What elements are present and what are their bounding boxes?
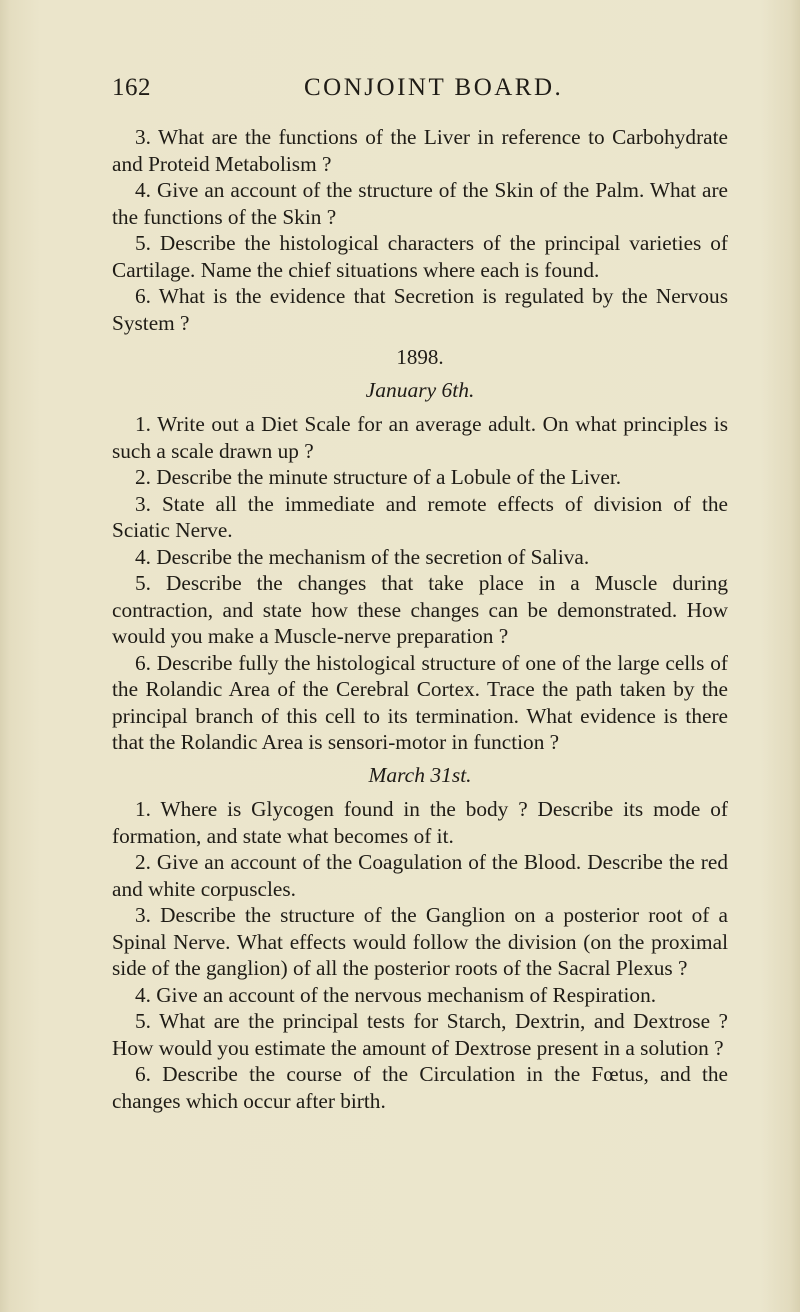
- question-item: 6. Describe fully the histological structure of one of the large cells of the Rolandic Area of the Cerebral Cortex. Trace the path taken by the principal branch of this cell to its termination. What evidence is there that the Rolandic Area is sensori-motor in function ?: [112, 650, 728, 754]
- date-heading: January 6th.: [365, 377, 475, 402]
- page-header: [112, 74, 722, 110]
- question-item: 6. Describe the course of the Circulation in the Fœtus, and the changes which occur after birth.: [112, 1062, 728, 1113]
- page-number: 162: [112, 74, 151, 101]
- question-item: 3. What are the functions of the Liver in reference to Carbohydrate and Proteid Metabolism ?: [112, 125, 728, 176]
- question-item: 5. What are the principal tests for Starch, Dextrin, and Dextrose ? How would you estimate the amount of Dextrose present in a solution ?: [112, 1009, 728, 1060]
- question-item: 3. State all the immediate and remote effects of division of the Sciatic Nerve.: [112, 491, 728, 542]
- question-item: 3. Describe the structure of the Ganglion on a posterior root of a Spinal Nerve. What effects would follow the division (on the proximal side of the ganglion) of all the posterior roots of the Sacral Plexus ?: [112, 903, 728, 980]
- question-item: 2. Describe the minute structure of a Lobule of the Liver.: [135, 465, 622, 489]
- date-heading: March 31st.: [368, 762, 472, 787]
- question-item: 2. Give an account of the Coagulation of the Blood. Describe the red and white corpuscles.: [112, 850, 728, 901]
- question-item: 4. Give an account of the nervous mechanism of Respiration.: [135, 982, 657, 1007]
- question-item: 5. Describe the changes that take place in a Muscle during contraction, and state how these changes can be demonstrated. How would you make a Muscle-nerve preparation ?: [112, 571, 728, 648]
- question-item: 5. Describe the histological characters of the principal varieties of Cartilage. Name the chief situations where each is found.: [112, 231, 728, 282]
- question-item: 4. Describe the mechanism of the secretion of Saliva.: [135, 544, 590, 569]
- question-item: 4. Give an account of the structure of the Skin of the Palm. What are the functions of the Skin ?: [112, 178, 728, 229]
- year-heading: 1898.: [396, 345, 444, 369]
- exam-questions: [112, 124, 728, 1114]
- running-head: CONJOINT BOARD.: [304, 74, 564, 101]
- question-item: 1. Write out a Diet Scale for an average adult. On what principles is such a scale drawn up ?: [112, 412, 728, 463]
- question-item: 6. What is the evidence that Secretion is regulated by the Nervous System ?: [112, 284, 728, 335]
- question-item: 1. Where is Glycogen found in the body ? Describe its mode of formation, and state what becomes of it.: [112, 797, 728, 848]
